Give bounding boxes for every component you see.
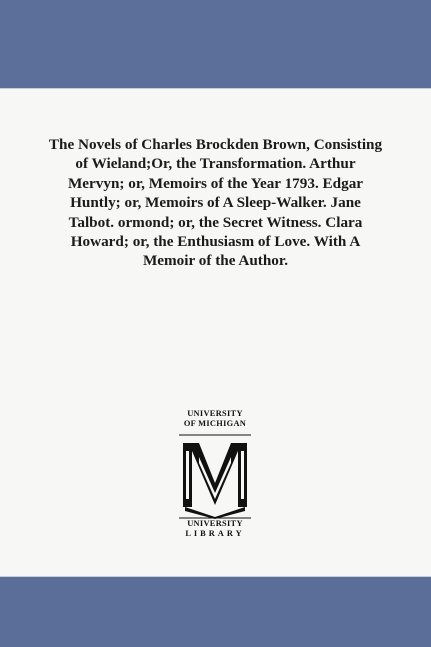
logo-text-university: UNIVERSITY: [187, 409, 243, 418]
logo-text-university-2: UNIVERSITY: [187, 519, 243, 528]
title-panel: [0, 88, 431, 577]
logo-text-of-michigan: OF MICHIGAN: [183, 419, 247, 428]
bottom-band: [0, 577, 431, 647]
university-of-michigan-library-logo-icon: [175, 409, 255, 565]
top-band: [0, 0, 431, 88]
logo-text-library: LIBRARY: [185, 529, 245, 538]
book-title: The Novels of Charles Brockden Brown, Consisting of Wieland;Or, the Transformation. Arthur Mervyn; or, Memoirs of the Year 1793. Edgar Huntly; or, Memoirs of A Sleep-Walker. Jane Talbot. ormond; or, the Secret Witness. Clara Howard; or, the Enthusiasm of Love. With A Memoir of the Author.: [48, 136, 383, 270]
logo-emblem-icon: [175, 433, 255, 519]
